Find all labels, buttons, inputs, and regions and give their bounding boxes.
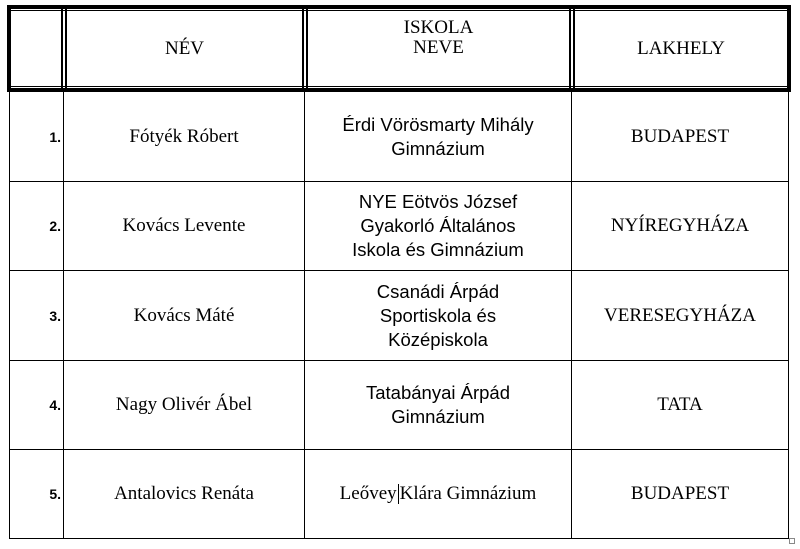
row-5-name: Antalovics Renáta xyxy=(114,483,254,504)
row-5-school-part1: Leővey xyxy=(339,483,397,504)
body-right-border xyxy=(788,92,789,539)
header-school xyxy=(308,8,569,68)
header-divider-3a xyxy=(569,9,571,89)
row-1-school xyxy=(305,92,571,181)
row-4-name: Nagy Olivér Ábel xyxy=(115,394,253,415)
header-residence-text: LAKHELY xyxy=(637,37,725,59)
header-right-border xyxy=(787,5,791,92)
row-1-index: 1. xyxy=(49,128,61,145)
header-residence xyxy=(575,11,787,86)
row-5-residence: BUDAPEST xyxy=(630,483,730,504)
header-left-border xyxy=(7,5,11,92)
row-2-school-line2: Gyakorló Általános xyxy=(360,215,516,236)
row-1-school-line1: Érdi Vörösmarty Mihály xyxy=(342,113,534,135)
table-bottom-border xyxy=(9,538,789,539)
row-4-school-line2: Gimnázium xyxy=(391,406,485,427)
row-5-school-part2: Klára Gimnázium xyxy=(399,483,537,504)
header-name xyxy=(67,11,302,86)
row-5-school xyxy=(305,450,571,538)
table-end-marker xyxy=(789,538,795,544)
row-2-school-line3: Iskola és Gimnázium xyxy=(352,239,524,260)
header-school-line2: NEVE xyxy=(413,37,464,58)
row-3-school-line2: Sportiskola és xyxy=(379,304,497,326)
row-3-school-line1: Csanádi Árpád xyxy=(376,280,500,302)
row-3-school-line3: Középiskola xyxy=(388,328,488,350)
row-2-index: 2. xyxy=(49,218,61,234)
header-divider-1a xyxy=(61,9,63,89)
row-1-name: Fótyék Róbert xyxy=(129,125,239,147)
row-3-index: 3. xyxy=(49,307,61,324)
row-3-residence: VERESEGYHÁZA xyxy=(604,304,756,326)
row-3-school xyxy=(305,271,571,360)
row-3-name: Kovács Máté xyxy=(133,304,235,326)
row-1-school-line2: Gimnázium xyxy=(391,137,485,159)
row-4-index: 4. xyxy=(49,397,61,413)
row-1-residence: BUDAPEST xyxy=(630,125,730,147)
row-2-school xyxy=(305,182,571,270)
header-name-text: NÉV xyxy=(164,37,205,59)
header-divider-2a xyxy=(302,9,304,89)
header-school-line1: ISKOLA xyxy=(403,17,474,38)
row-5-index: 5. xyxy=(49,486,61,502)
header-bottom-inner-border xyxy=(7,86,791,87)
text-cursor xyxy=(398,484,399,504)
row-2-school-line1: NYE Eötvös József xyxy=(358,191,518,212)
row-4-residence: TATA xyxy=(657,394,703,415)
row-2-residence: NYÍREGYHÁZA xyxy=(610,215,750,236)
row-4-school-line1: Tatabányai Árpád xyxy=(366,382,510,403)
row-4-school xyxy=(305,361,571,449)
row-2-name: Kovács Levente xyxy=(122,215,246,236)
